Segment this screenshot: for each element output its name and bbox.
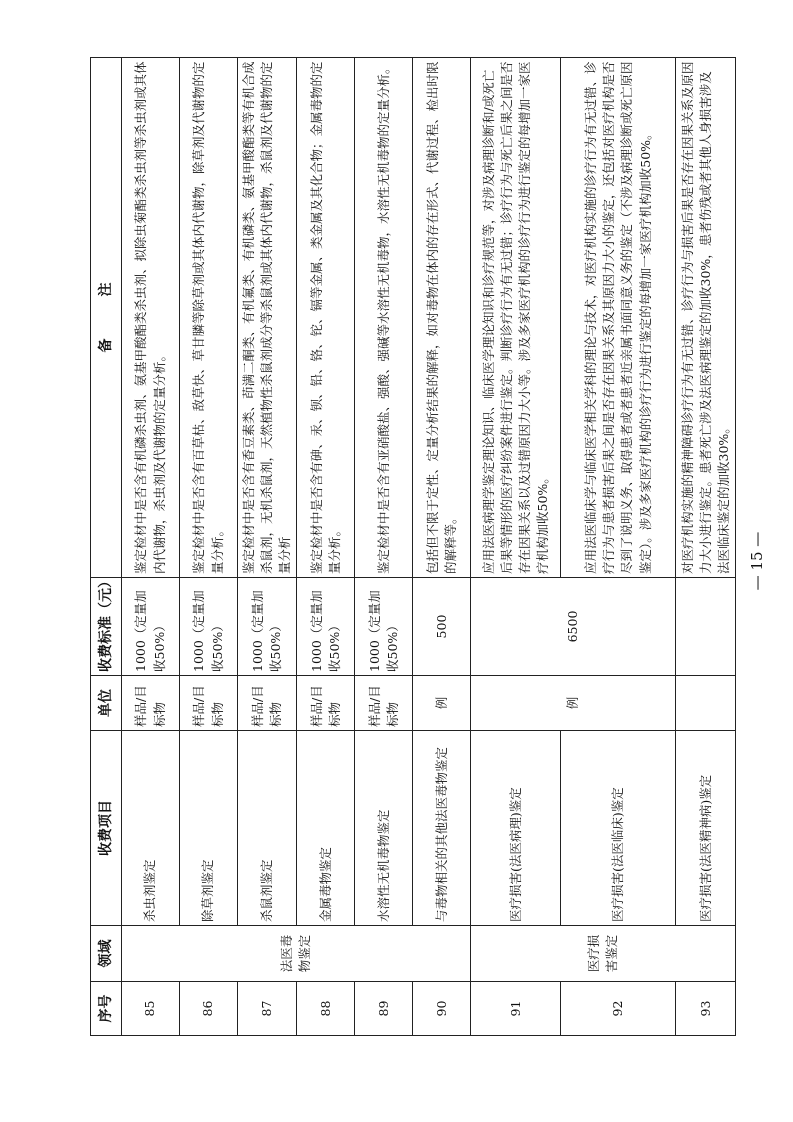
row-item: 杀虫剂鉴定	[122, 731, 180, 926]
field-forensic-toxicology: 法医毒物鉴定	[122, 926, 471, 982]
header-unit: 单位	[91, 676, 122, 731]
row-fee: 1000（定量加收50%）	[355, 578, 413, 676]
header-item: 收费项目	[91, 731, 122, 926]
row-no: 86	[180, 982, 238, 1036]
row-fee: 1000（定量加收50%）	[297, 578, 355, 676]
table-row	[297, 58, 355, 1036]
row-fee	[676, 578, 736, 676]
row-item: 与毒物相关的其他法医毒物鉴定	[413, 731, 471, 926]
row-note: 应用法医临床学与临床医学相关学科的理论与技术，对医疗机构实施的诊疗行为有无过错、诊疗行为与患者损害后果之间是否存在因果关系及其原因力大小的鉴定，还包括对医疗机构是否尽到了说明义务、取得患者或者患者近亲属书面同意义务的鉴定（不涉及病理诊断或死亡原因鉴定）。涉及多家医疗机构的诊疗行为进行鉴定的每增加一家医疗机构加收50%。	[561, 58, 676, 578]
header-field: 领域	[91, 926, 122, 982]
fee-table	[90, 57, 736, 1036]
row-unit: 样品/目标物	[180, 676, 238, 731]
row-unit: 例	[471, 676, 676, 731]
row-item: 医疗损害(法医临床)鉴定	[561, 731, 676, 926]
header-note: 备 注	[91, 58, 122, 578]
row-note: 应用法医病理学鉴定理论知识、临床医学理论知识和诊疗规范等，对涉及病理诊断和/或死亡后果等情形的医疗纠纷案件进行鉴定。判断诊疗行为有无过错；诊疗行为与死亡后果之间是否存在因果关系以及过错原因力大小等。涉及多家医疗机构的诊疗行为进行鉴定的每增加一家医疗机构加收50%。	[471, 58, 561, 578]
row-item: 金属毒物鉴定	[297, 731, 355, 926]
row-item: 除草剂鉴定	[180, 731, 238, 926]
table-row	[561, 58, 676, 1036]
row-item: 杀鼠剂鉴定	[238, 731, 297, 926]
row-note: 包括但不限于定性、定量分析结果的解释，如对毒物在体内的存在形式、代谢过程、检出时限的解释等。	[413, 58, 471, 578]
table-row	[413, 58, 471, 1036]
row-unit: 样品/目标物	[238, 676, 297, 731]
row-unit: 样品/目标物	[297, 676, 355, 731]
page-number: — 15 —	[748, 531, 766, 591]
row-fee: 6500	[471, 578, 676, 676]
row-note: 鉴定检材中是否含有砷、汞、钡、铅、铬、铊、镉等金属、类金属及其化合物；金属毒物的定量分析。	[297, 58, 355, 578]
row-no: 91	[471, 982, 561, 1036]
row-no: 88	[297, 982, 355, 1036]
header-fee: 收费标准（元）	[91, 578, 122, 676]
row-note: 鉴定检材中是否含有机磷杀虫剂、氨基甲酸酯类杀虫剂、拟除虫菊酯类杀虫剂等杀虫剂或其体内代谢物，杀虫剂及代谢物的定量分析。	[122, 58, 180, 578]
row-item: 医疗损害(法医精神病)鉴定	[676, 731, 736, 926]
row-unit: 样品/目标物	[355, 676, 413, 731]
table-row	[180, 58, 238, 1036]
row-item: 医疗损害(法医病理)鉴定	[471, 731, 561, 926]
row-no: 93	[676, 982, 736, 1036]
table-row	[355, 58, 413, 1036]
field-medical-damage: 医疗损害鉴定	[471, 926, 736, 982]
row-fee: 500	[413, 578, 471, 676]
row-fee: 1000（定量加收50%）	[180, 578, 238, 676]
row-fee: 1000（定量加收50%）	[238, 578, 297, 676]
row-unit	[676, 676, 736, 731]
row-no: 89	[355, 982, 413, 1036]
row-fee: 1000（定量加收50%）	[122, 578, 180, 676]
row-note: 鉴定检材中是否含有香豆素类、茚满二酮类、有机氟类、有机磷类、氨基甲酸酯类等有机合成杀鼠剂，无机杀鼠剂，天然植物性杀鼠剂成分等杀鼠剂或其体内代谢物，杀鼠剂及代谢物的定量分析	[238, 58, 297, 578]
row-no: 90	[413, 982, 471, 1036]
row-item: 水溶性无机毒物鉴定	[355, 731, 413, 926]
table-row	[238, 58, 297, 1036]
header-no: 序号	[91, 982, 122, 1036]
row-no: 87	[238, 982, 297, 1036]
row-note: 鉴定检材中是否含有亚硝酸盐、强酸、强碱等水溶性无机毒物，水溶性无机毒物的定量分析。	[355, 58, 413, 578]
row-note: 鉴定检材中是否含有百草枯、敌草快、草甘膦等除草剂或其体内代谢物，除草剂及代谢物的定量分析。	[180, 58, 238, 578]
row-no: 92	[561, 982, 676, 1036]
row-note: 对医疗机构实施的精神障碍诊疗行为有无过错、诊疗行为与损害后果是否存在因果关系及原因力大小进行鉴定。患者死亡涉及法医病理鉴定的加收30%，患者伤残或者其他人身损害涉及法医临床鉴定的加收30%。	[676, 58, 736, 578]
row-no: 85	[122, 982, 180, 1036]
row-unit: 样品/目标物	[122, 676, 180, 731]
table-header-row	[91, 58, 122, 1036]
table-row	[471, 58, 561, 1036]
table-row	[122, 58, 180, 1036]
row-unit: 例	[413, 676, 471, 731]
table-row	[676, 58, 736, 1036]
